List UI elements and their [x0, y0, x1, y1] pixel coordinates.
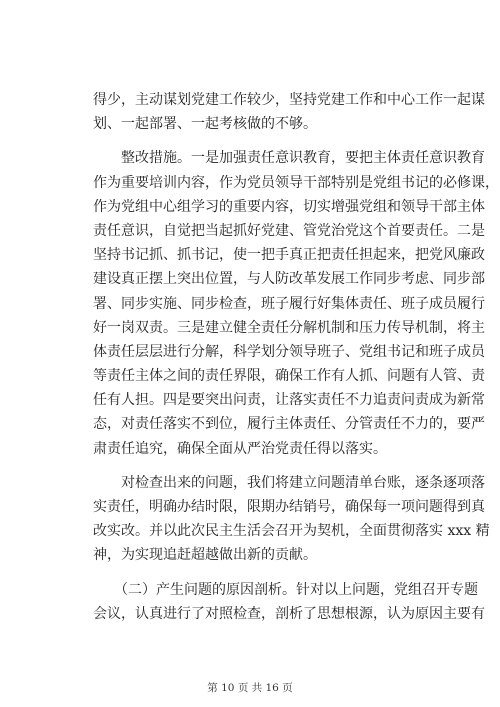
text-line: 责任意识，自觉把当起抓好党建、管党治党这个首要责任。二是: [93, 222, 485, 239]
text-line: 署、同步实施、同步检查，班子履行好集体责任、班子成员履行: [93, 295, 485, 312]
text-line: 划、一起部署、一起考核做的不够。: [93, 116, 317, 133]
paragraph-gap: [93, 461, 415, 471]
text-line: 建设真正摆上突出位置，与人防改革发展工作同步考虑、同步部: [93, 271, 485, 288]
text-line: 整改措施。一是加强责任意识教育，要把主体责任意识教育: [93, 150, 485, 167]
text-line: 坚持书记抓、抓书记，使一把手真正把责任担起来，把党风廉政: [93, 247, 485, 264]
paragraph: [93, 146, 499, 460]
text-line: 任有人担。四是要突出问责，让落实责任不力追责问责成为新常: [93, 392, 485, 409]
paragraph: [93, 578, 485, 626]
text-line: 肃责任追究，确保全面从严治党责任得以落实。: [93, 440, 387, 457]
paragraph-gap: [93, 568, 415, 578]
paragraph: [93, 471, 490, 568]
text-line: 改实改。并以此次民主生活会召开为契机，全面贯彻落实 xxx 精: [93, 523, 490, 540]
text-line: 会议，认真进行了对照检查，剖析了思想根源，认为原因主要有: [93, 605, 485, 622]
document-body: [93, 88, 499, 626]
text-line: 作为重要培训内容，作为党员领导干部特别是党组书记的必修课，: [93, 174, 499, 191]
page-footer: 第 10 页 共 16 页: [207, 682, 293, 694]
text-line: 得少，主动谋划党建工作较少，坚持党建工作和中心工作一起谋: [93, 92, 485, 108]
text-line: 作为党组中心组学习的重要内容，切实增强党组和领导干部主体: [93, 198, 485, 215]
text-line: （二）产生问题的原因剖析。针对以上问题，党组召开专题: [93, 581, 478, 598]
text-line: 对检查出来的问题，我们将建立问题清单台账，逐条逐项落: [93, 474, 485, 491]
text-line: 体责任层层进行分解，科学划分领导班子、党组书记和班子成员: [93, 343, 485, 360]
paragraph: [93, 88, 485, 136]
paragraph-gap: [93, 136, 415, 146]
text-line: 实责任，明确办结时限，限期办结销号，确保每一项问题得到真: [93, 499, 485, 515]
text-line: 好一岗双责。三是建立健全责任分解机制和压力传导机制，将主: [93, 319, 485, 336]
text-line: 态，对责任落实不到位，履行主体责任、分管责任不力的，要严: [93, 416, 485, 433]
text-line: 神，为实现追赶超越做出新的贡献。: [93, 547, 317, 564]
text-line: 等责任主体之间的责任界限，确保工作有人抓、问题有人管、责: [93, 368, 485, 385]
